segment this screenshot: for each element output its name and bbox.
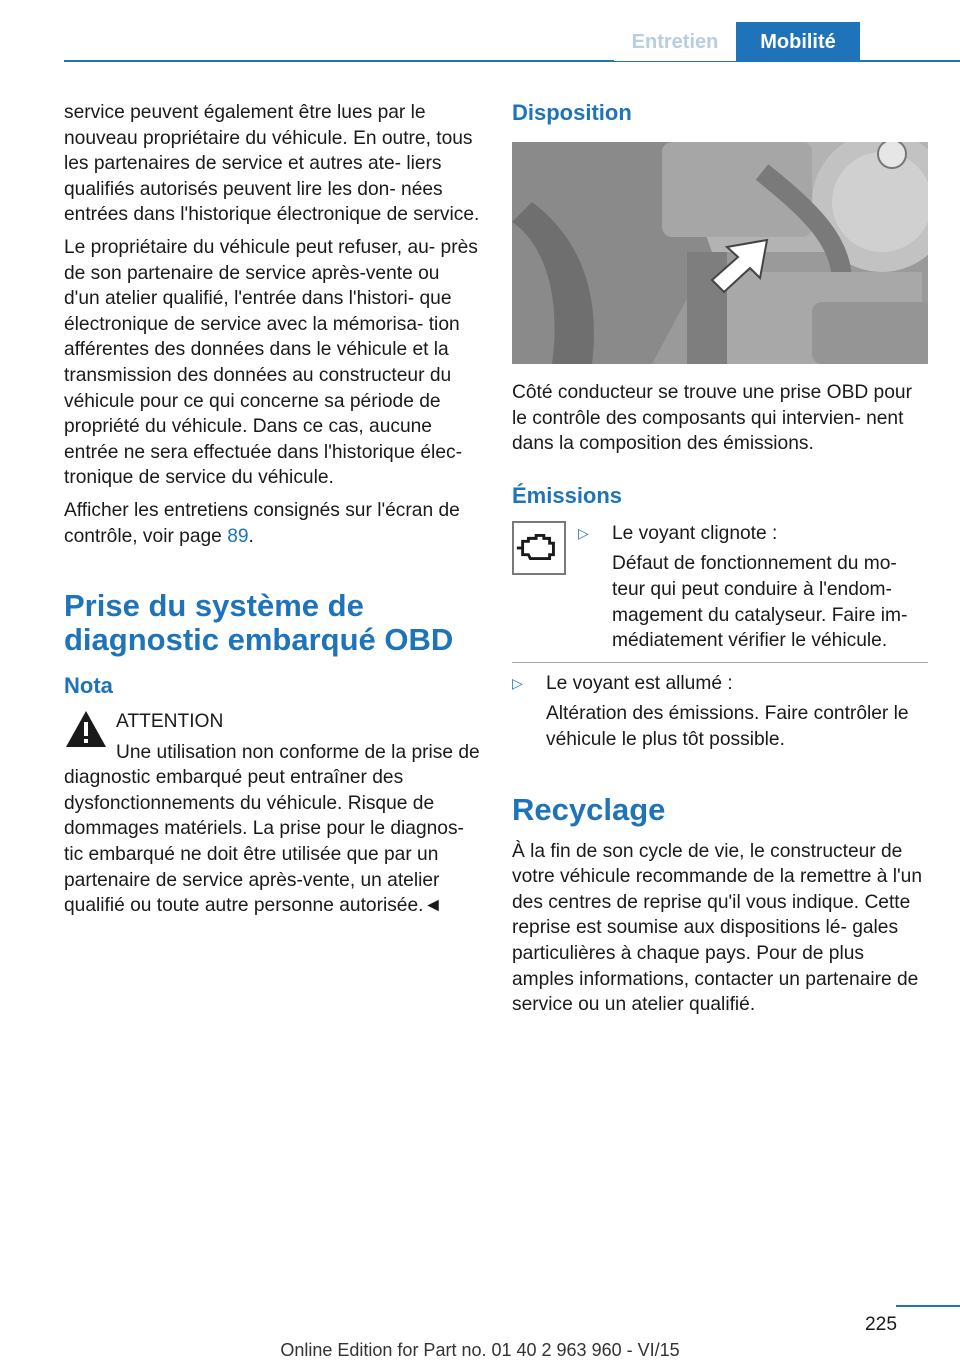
section-title-obd: Prise du système de diagnostic embarqué OBD xyxy=(64,588,454,658)
warning-text: Une utilisation non conforme de la prise de diagnostic embarqué peut entraîner des dysfonctionnements du véhicule. Risque de dommages matériels. La prise pour le diagnos‐ tic embarqué ne doit être utilisée que par un partenaire de service après-vente, un atelier qualifié ou toute autre personne autorisée.◄ xyxy=(64,741,480,917)
divider xyxy=(512,662,928,663)
recyclage-text: À la fin de son cycle de vie, le constructeur de votre véhicule recommande de la remettre à l'un des centres de reprise qu'il vous indique. Cette reprise est soumise aux dispositions lé‐ gales particulières à chaque pays. Pour de plus amples informations, contacter un partenaire de service ou un atelier qualifié. xyxy=(512,840,923,1016)
bullet-triangle-icon: ▷ xyxy=(578,524,589,541)
right-column xyxy=(512,100,928,1018)
tab-mobilite[interactable]: Mobilité xyxy=(736,22,860,61)
footer-rule xyxy=(896,1305,960,1307)
subheading-emissions: Émissions xyxy=(512,482,623,508)
bullet-triangle-icon: ▷ xyxy=(512,674,523,691)
paragraph-show-maintenance: Afficher les entretiens consignés sur l'écran de contrôle, voir page 89. xyxy=(64,499,460,547)
engine-check-lamp-icon xyxy=(512,521,566,575)
subheading-nota: Nota xyxy=(64,673,113,699)
list-item-blinking: ▷ Le voyant clignote : Défaut de fonctionnement du mo‐ teur qui peut conduire à l'endom‐ magement du catalyseur. Faire im‐ médiatement vérifier le véhicule. xyxy=(578,522,908,652)
page-link[interactable]: 89 xyxy=(227,525,249,547)
tab-entretien[interactable]: Entretien xyxy=(614,22,736,61)
warning-triangle-icon xyxy=(64,709,108,749)
disposition-text: Côté conducteur se trouve une prise OBD pour le contrôle des composants qui intervien‐ nent dans la composition des émissions. xyxy=(512,382,912,455)
edition-footer: Online Edition for Part no. 01 40 2 963 960 - VI/15 xyxy=(280,1340,680,1360)
paragraph-service-history: service peuvent également être lues par le nouveau propriétaire du véhicule. En outre, tous les partenaires de service et autres ate‐ liers qualifiés autorisés peuvent lire les don‐ nées entrées dans l'historique électronique de service. xyxy=(64,102,480,226)
attention-label: ATTENTION xyxy=(116,711,224,733)
end-mark: ◄ xyxy=(423,895,443,917)
subheading-disposition: Disposition xyxy=(512,100,632,125)
left-column xyxy=(64,100,480,919)
obd-location-photo xyxy=(512,142,928,364)
list-item-lit: ▷ Le voyant est allumé : Altération des émissions. Faire contrôler le véhicule le plus tôt possible. xyxy=(512,672,909,750)
paragraph-owner-refusal: Le propriétaire du véhicule peut refuser, au‐ près de son partenaire de service après-vente ou d'un atelier qualifié, l'entrée dans l'histori‐ que électronique de service avec la mémorisa‐ tion afférentes des données dans le véhicule et la transmission des données au constructeur du véhicule pour ce qui concerne sa période de propriété du véhicule. Dans ce cas, aucune entrée ne sera effectuée dans l'historique élec‐ tronique de service du véhicule. xyxy=(64,236,478,489)
emissions-lamp-block xyxy=(512,521,928,654)
page-number: 225 xyxy=(864,1314,897,1335)
warning-block xyxy=(64,709,480,919)
section-title-recyclage: Recyclage xyxy=(512,791,666,827)
